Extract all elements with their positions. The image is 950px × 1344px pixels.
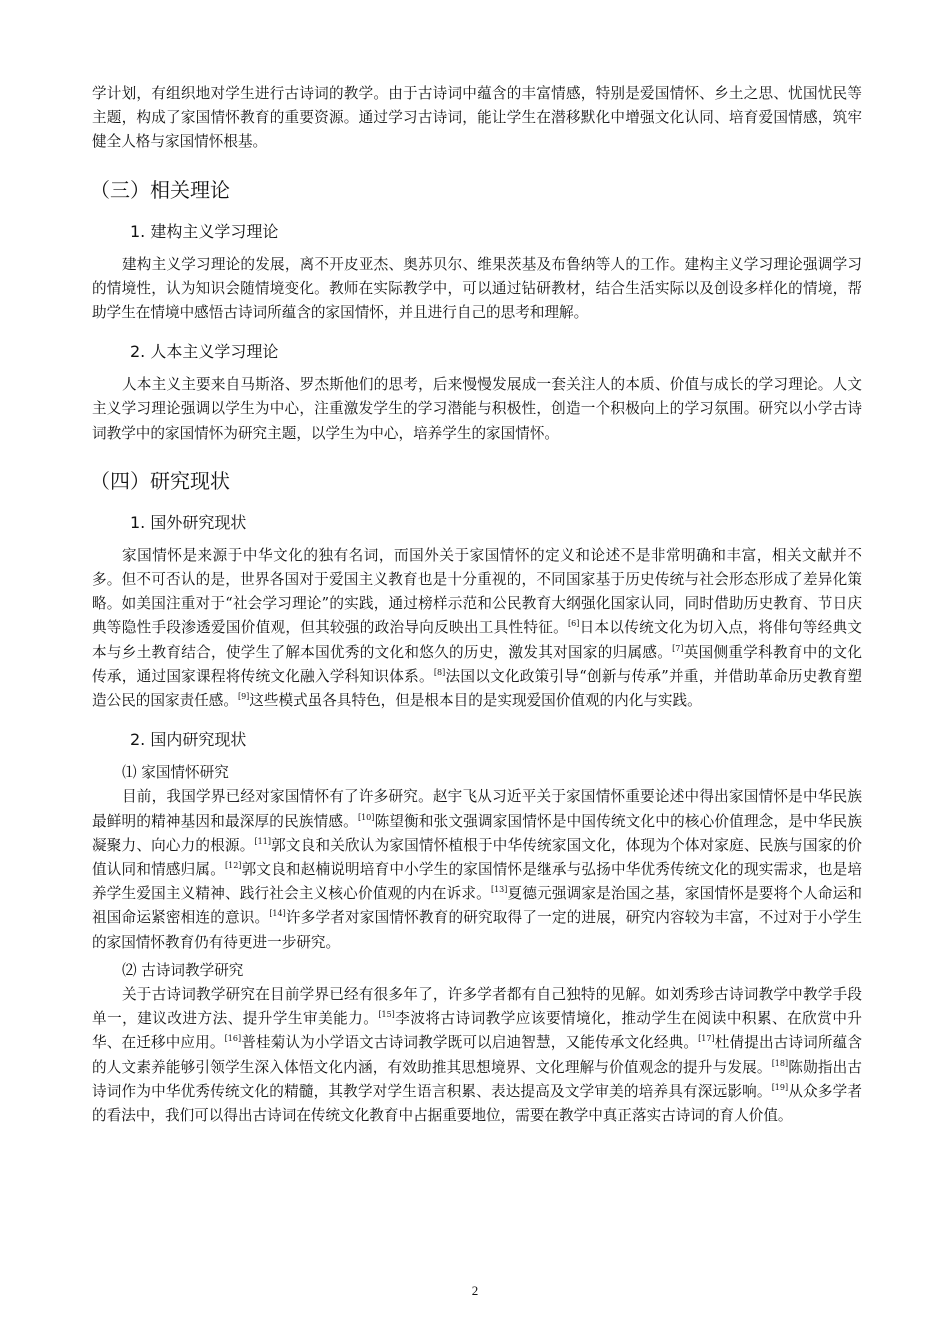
citation-ref: [15] — [378, 1010, 395, 1020]
citation-ref: [16] — [224, 1034, 242, 1044]
paragraph-humanism: 人本主义主要来自马斯洛、罗杰斯他们的思考，后来慢慢发展成一套关注人的本质、价值与成长的学习理论。人文主义学习理论强调以学生为中心，注重激发学生的学习潜能与积极性，创造一个积极向上的学习氛围。研究以小学古诗词教学中的家国情怀为研究主题，以学生为中心，培养学生的家国情怀。 — [92, 376, 862, 442]
section-heading-research-status: （四）研究现状 — [90, 468, 230, 493]
citation-ref: [11] — [254, 837, 271, 846]
paragraph-foreign-research — [92, 544, 862, 713]
text-run: 杜倩提出古诗词所蕴含的人文素养能够引领学生深入体悟文化内涵，有效助推其思想境界、文化理解与价值观念的提升与发展。 — [92, 1034, 862, 1076]
paragraph-family-country — [92, 785, 862, 954]
subheading-domestic-research: 2. 国内研究现状 — [130, 730, 247, 750]
paragraph-intro: 学计划，有组织地对学生进行古诗词的教学。由于古诗词中蕴含的丰富情感，特别是爱国情怀、乡土之思、忧国忧民等主题，构成了家国情怀教育的重要资源。通过学习古诗词，能让学生在潜移默化中增强文化认同、培育爱国情感，筑牢健全人格与家国情怀根基。 — [92, 85, 862, 151]
page-number: 2 — [471, 1283, 479, 1298]
paper-body — [92, 82, 862, 1128]
text-run: 陈望衡和张文强调家国情怀是中国传统文化中的核心价值理念，是中华民族凝聚力、向心力的根源。 — [92, 812, 862, 854]
citation-ref: [6] — [568, 619, 580, 629]
citation-ref: [12] — [224, 861, 242, 871]
subsubheading-family-country: ⑴ 家国情怀研究 — [122, 764, 229, 782]
text-run: 郭文良和关欣认为家国情怀植根于中华传统家国文化，体现为个体对家庭、民族与国家的价值认同和情感归属。 — [92, 836, 862, 879]
text-run: 英国侧重学科教育中的文化传承，通过国家课程将传统文化融入学科知识体系。 — [92, 643, 862, 685]
paragraph-poetry-teaching — [92, 983, 862, 1128]
citation-ref: [13] — [490, 885, 508, 895]
text-run: 陈勋指出古诗词作为中华优秀传统文化的精髓，其教学对学生语言积累、表达提高及文学审美的培养具有深远影响。 — [92, 1058, 862, 1100]
citation-ref: [8] — [433, 667, 446, 677]
text-run: 普桂菊认为小学语文古诗词教学既可以启迪智慧，又能传承文化经典。 — [241, 1034, 699, 1052]
text-run: 夏德元强调家是治国之基，家国情怀是要将个人命运和祖国命运紧密相连的意识。 — [92, 885, 862, 927]
paragraph-constructivism: 建构主义学习理论的发展，离不开皮亚杰、奥苏贝尔、维果茨基及布鲁纳等人的工作。建构主义学习理论强调学习的情境性，认为知识会随情境变化。教师在实际教学中，可以通过钻研教材，结合生活实际以及创设多样化的情境，帮助学生在情境中感悟古诗词所蕴含的家国情怀，并且进行自己的思考和理解。 — [92, 255, 862, 322]
citation-ref: [18] — [771, 1058, 789, 1068]
text-run: 法国以文化政策引导“创新与传承”并重，并借助革命历史教育塑造公民的国家责任感。 — [92, 667, 862, 710]
text-run: 从众多学者的看法中，我们可以得出古诗词在传统文化教育中占据重要地位，需要在教学中真正落实古诗词的育人价值。 — [92, 1082, 862, 1125]
text-run: 郭文良和赵楠说明培育中小学生的家国情怀是继承与弘扬中华优秀传统文化的现实需求，也是培养学生爱国主义精神、践行社会主义核心价值观的内在诉求。 — [92, 861, 862, 903]
subheading-foreign-research: 1. 国外研究现状 — [130, 512, 247, 532]
text-run: 关于古诗词教学研究在目前学界已经有很多年了，许多学者都有自己独特的见解。如刘秀珍古诗词教学中教学手段单一，建议改进方法、提升学生审美能力。 — [92, 986, 862, 1028]
subheading-constructivism: 1. 建构主义学习理论 — [130, 221, 279, 241]
text-run: 李波将古诗词教学应该要情境化，推动学生在阅读中积累、在欣赏中升华、在迁移中应用。 — [92, 1010, 862, 1052]
text-run: 许多学者对家国情怀教育的研究取得了一定的进展，研究内容较为丰富，不过对于小学生的家国情怀教育仍有待更进一步研究。 — [92, 909, 862, 951]
text-run: 这些模式虽各具特色，但是根本目的是实现爱国价值观的内化与实践。 — [249, 692, 702, 710]
section-heading-theory: （三）相关理论 — [90, 177, 230, 202]
text-run: 日本以传统文化为切入点，将俳句等经典文本与乡土教育结合，使学生了解本国优秀的文化和悠久的历史，激发其对国家的归属感。 — [92, 619, 862, 661]
citation-ref: [14] — [269, 909, 286, 919]
subheading-humanism: 2. 人本主义学习理论 — [130, 342, 279, 362]
citation-ref: [17] — [698, 1034, 715, 1044]
citation-ref: [19] — [771, 1083, 789, 1093]
citation-ref: [7] — [672, 643, 684, 653]
text-run: 家国情怀是来源于中华文化的独有名词，而国外关于家国情怀的定义和论述不是非常明确和丰富，相关文献并不多。但不可否认的是，世界各国对于爱国主义教育也是十分重视的，不同国家基于历史传统与社会形态形成了差异化策略。如美国注重对于“社会学习理论”的实践，通过榜样示范和公民教育大纲强化国家认同，同时借助历史教育、节日庆典等隐性手段渗透爱国价值观，但其较强的政治导向反映出工具性特征。 — [92, 546, 862, 637]
citation-ref: [9] — [237, 692, 250, 702]
citation-ref: [10] — [357, 812, 375, 822]
subsubheading-poetry-teaching: ⑵ 古诗词教学研究 — [122, 961, 244, 979]
text-run: 目前，我国学界已经对家国情怀有了许多研究。赵宇飞从习近平关于家国情怀重要论述中得出家国情怀是中华民族最鲜明的精神基因和最深厚的民族情感。 — [92, 788, 862, 830]
